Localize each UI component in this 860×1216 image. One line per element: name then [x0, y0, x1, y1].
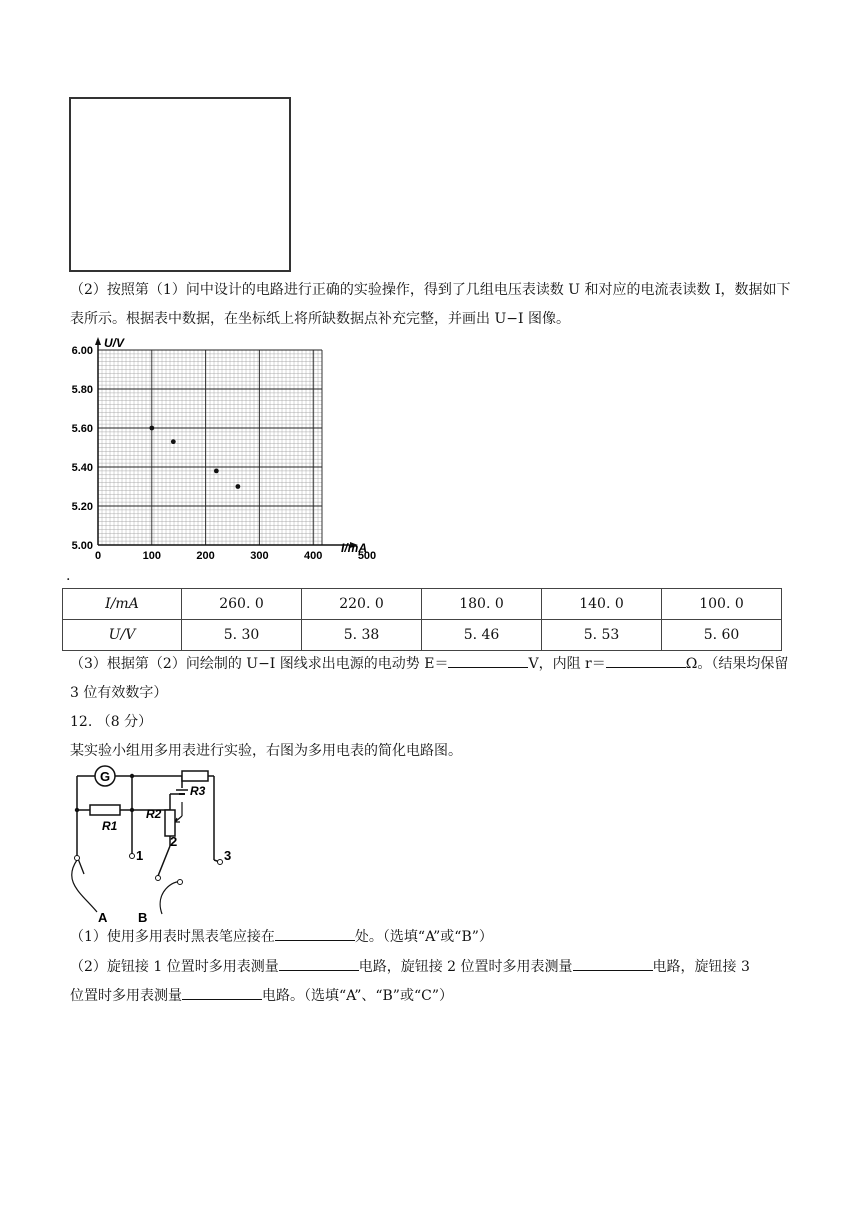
x-tick-label: 500 [357, 550, 377, 560]
terminal-2-label: 2 [170, 834, 178, 849]
table-cell: 5. 60 [662, 620, 782, 651]
probe-b-icon [178, 880, 183, 885]
y-tick-label: 5.20 [71, 501, 93, 513]
x-axis-label: I/mA [341, 541, 368, 555]
probe-a-label: A [98, 910, 108, 924]
chart-grid-fine [98, 350, 322, 545]
y-tick-label: 5.40 [71, 462, 93, 474]
data-point [214, 469, 219, 474]
multimeter-circuit [62, 764, 252, 924]
table-cell: 100. 0 [662, 589, 782, 620]
part3-prefix: （3）根据第（2）问绘制的 U−I 图线求出电源的电动势 E＝ [70, 656, 449, 672]
q12-title: 12. （8 分） [70, 714, 153, 730]
terminal-2-icon [156, 876, 161, 881]
q12-part1-suffix: 处。（选填“A”或“B”） [354, 929, 493, 945]
part3-suffix: Ω。（结果均保留 3 位有效数字） [70, 656, 789, 701]
table-row [63, 620, 782, 651]
part2-text: （2）按照第（1）问中设计的电路进行正确的实验操作，得到了几组电压表读数 U 和对应的电流表读数 I，数据如下表所示。根据表中数据，在坐标纸上将所缺数据点补充完整，并画出 U−I 图像。 [70, 282, 791, 327]
terminal-3-icon [218, 860, 223, 865]
table-cell: 180. 0 [422, 589, 542, 620]
terminal-1-label: 1 [136, 848, 144, 863]
data-point [171, 439, 176, 444]
q12-part2-line2: 位置时多用表测量 电路。（选填“A”、“B”或“C”） [70, 982, 795, 1011]
table-cell: 5. 46 [422, 620, 542, 651]
x-tick-label: 200 [196, 550, 215, 560]
q12-part1 [70, 923, 795, 952]
table-cell: 5. 38 [302, 620, 422, 651]
period-mark: . [66, 568, 71, 584]
table-cell: 220. 0 [302, 589, 422, 620]
terminal-3-label: 3 [224, 848, 232, 863]
probe-blank[interactable] [275, 926, 355, 941]
x-tick-label: 100 [142, 550, 161, 560]
probe-b-label: B [138, 910, 148, 924]
position1-blank[interactable] [279, 956, 359, 971]
y-tick-label: 5.80 [71, 384, 93, 396]
x-tick-label: 300 [250, 550, 269, 560]
part3-mid: V，内阻 r＝ [528, 656, 606, 672]
q12-part1-prefix: （1）使用多用表时黑表笔应接在 [70, 929, 275, 945]
row-header: I/mA [63, 589, 182, 620]
table-cell: 260. 0 [182, 589, 302, 620]
table-cell: 5. 53 [542, 620, 662, 651]
data-point [149, 426, 154, 431]
terminal-common-icon [75, 856, 80, 861]
table-cell: 140. 0 [542, 589, 662, 620]
part3-text [70, 650, 795, 708]
galvanometer-label: G [99, 769, 111, 784]
x-tick-label: 0 [94, 550, 102, 560]
resistor-r1-icon [90, 805, 120, 815]
x-tick-label: 400 [304, 550, 323, 560]
row-header: U/V [63, 620, 182, 651]
y-tick-label: 6.00 [71, 345, 93, 357]
terminal-1-icon [130, 854, 135, 859]
resistor-r3-icon [182, 771, 208, 781]
q12-intro: 某实验小组用多用表进行实验，右图为多用电表的简化电路图。 [70, 743, 462, 759]
r2-label: R2 [146, 807, 162, 821]
y-axis-arrow [95, 337, 101, 345]
data-point [235, 484, 240, 489]
y-tick-label: 5.00 [71, 540, 93, 552]
position3-blank[interactable] [182, 985, 262, 1000]
y-tick-label: 5.60 [71, 423, 93, 435]
q12-part2: （2）旋钮接 1 位置时多用表测量 电路，旋钮接 2 位置时多用表测量 电路，旋钮接 3 [70, 953, 795, 982]
r3-label: R3 [190, 784, 206, 798]
table-row [63, 589, 782, 620]
table-cell: 5. 30 [182, 620, 302, 651]
resistor-r2-icon [165, 810, 175, 836]
y-axis-label: U/V [104, 336, 125, 350]
r1-label: R1 [102, 819, 118, 833]
rheostat-arrow-icon [175, 816, 182, 822]
data-table [62, 588, 782, 651]
ui-chart [60, 335, 390, 560]
circuit-drawing-box [69, 97, 291, 272]
position2-blank[interactable] [573, 956, 653, 971]
resistance-blank[interactable] [606, 653, 686, 668]
emf-blank[interactable] [448, 653, 528, 668]
